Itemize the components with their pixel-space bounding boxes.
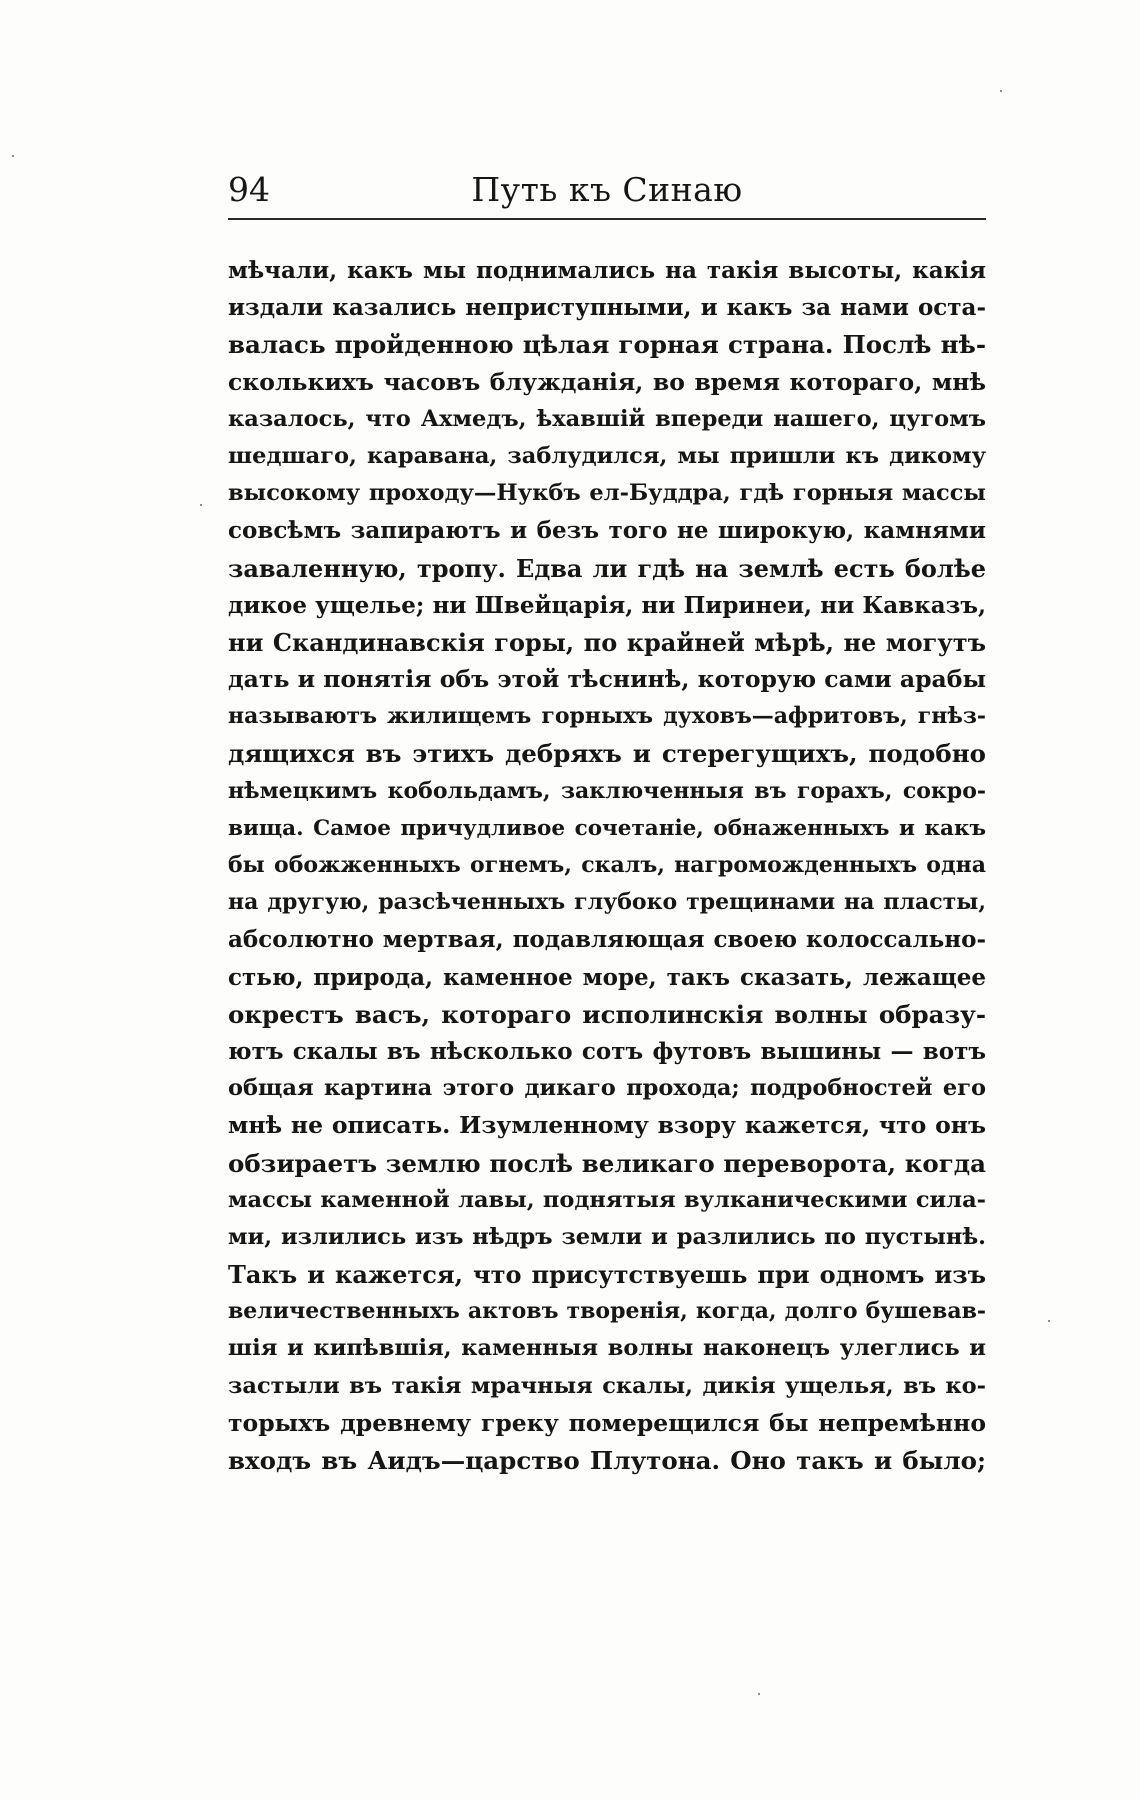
text-line: дящихся въ этихъ дебряхъ и стерегущихъ, подобно (228, 739, 986, 769)
text-line: торыхъ древнему греку померещился бы непремѣнно (228, 1408, 986, 1437)
header-rule (228, 218, 986, 220)
paper-speck (200, 504, 202, 506)
text-line: застыли въ такія мрачныя скалы, дикія ущелья, въ ко- (228, 1372, 986, 1399)
text-line: обзираетъ землю послѣ великаго переворота, когда (228, 1148, 986, 1178)
text-line: называютъ жилищемъ горныхъ духовъ—афритовъ, гнѣз- (228, 703, 986, 730)
running-title: Путь къ Синаю (471, 170, 743, 209)
text-line: ютъ скалы въ нѣсколько сотъ футовъ вышины — вотъ (228, 1037, 986, 1065)
paper-speck (758, 1693, 760, 1695)
text-line: валась пройденною цѣлая горная страна. Послѣ нѣ- (228, 330, 986, 360)
text-line: шія и кипѣвшія, каменныя волны наконецъ улеглись и (228, 1335, 986, 1362)
text-line: дикое ущелье; ни Швейцарія, ни Пиринеи, ни Кавказъ, (228, 591, 986, 619)
text-line: совсѣмъ запираютъ и безъ того не широкую, камнями (228, 517, 986, 545)
text-line: входъ въ Аидъ—царство Плутона. Оно такъ и было; (228, 1446, 986, 1475)
text-line: издали казались неприступными, и какъ за нами оста- (228, 294, 986, 322)
text-line: дать и понятія объ этой тѣснинѣ, которую сами арабы (228, 665, 986, 694)
page-number: 94 (228, 170, 270, 209)
text-line: окрестъ васъ, котораго исполинскія волны образу- (228, 999, 986, 1029)
text-line: высокому проходу—Нукбъ ел-Буддра, гдѣ горныя массы (228, 480, 986, 507)
text-line: стью, природа, каменное море, такъ сказать, лежащее (228, 963, 986, 991)
text-line: бы обожженныхъ огнемъ, скалъ, нагроможденныхъ одна (228, 852, 986, 878)
paper-speck (1000, 90, 1002, 92)
text-line: Такъ и кажется, что присутствуешь при одномъ изъ (228, 1260, 986, 1290)
text-line: мнѣ не описать. Изумленному взору кажется, что онъ (228, 1111, 986, 1140)
page-header (228, 170, 986, 218)
text-line: казалось, что Ахмедъ, ѣхавшій впереди нашего, цугомъ (228, 405, 986, 432)
text-line: величественныхъ актовъ творенія, когда, долго бушевав- (228, 1298, 986, 1325)
text-line: нѣмецкимъ кобольдамъ, заключенныя въ горахъ, сокро- (228, 777, 986, 804)
text-line: ни Скандинавскія горы, по крайней мѣрѣ, не могутъ (228, 627, 986, 657)
text-line: сколькихъ часовъ блужданія, во время котораго, мнѣ (228, 367, 986, 396)
text-line: шедшаго, каравана, заблудился, мы пришли къ дикому (228, 442, 986, 469)
body-text (228, 252, 986, 1479)
paper-speck (1048, 1320, 1050, 1322)
text-line: заваленную, тропу. Едва ли гдѣ на землѣ есть болѣе (228, 553, 986, 583)
text-line: массы каменной лавы, поднятыя вулканическими сила- (228, 1186, 986, 1213)
text-line: на другую, разсѣченныхъ глубоко трещинами на пласты, (228, 889, 986, 916)
text-line: вища. Самое причудливое сочетаніе, обнаженныхъ и какъ (228, 815, 986, 841)
paper-speck (12, 155, 14, 157)
text-line: абсолютно мертвая, подавляющая своею колоссально- (228, 926, 986, 954)
text-line: мѣчали, какъ мы поднимались на такія высоты, какія (228, 257, 986, 284)
text-line: общая картина этого дикаго прохода; подробностей его (228, 1075, 986, 1102)
text-line: ми, излились изъ нѣдръ земли и разлились по пустынѣ. (228, 1223, 986, 1250)
